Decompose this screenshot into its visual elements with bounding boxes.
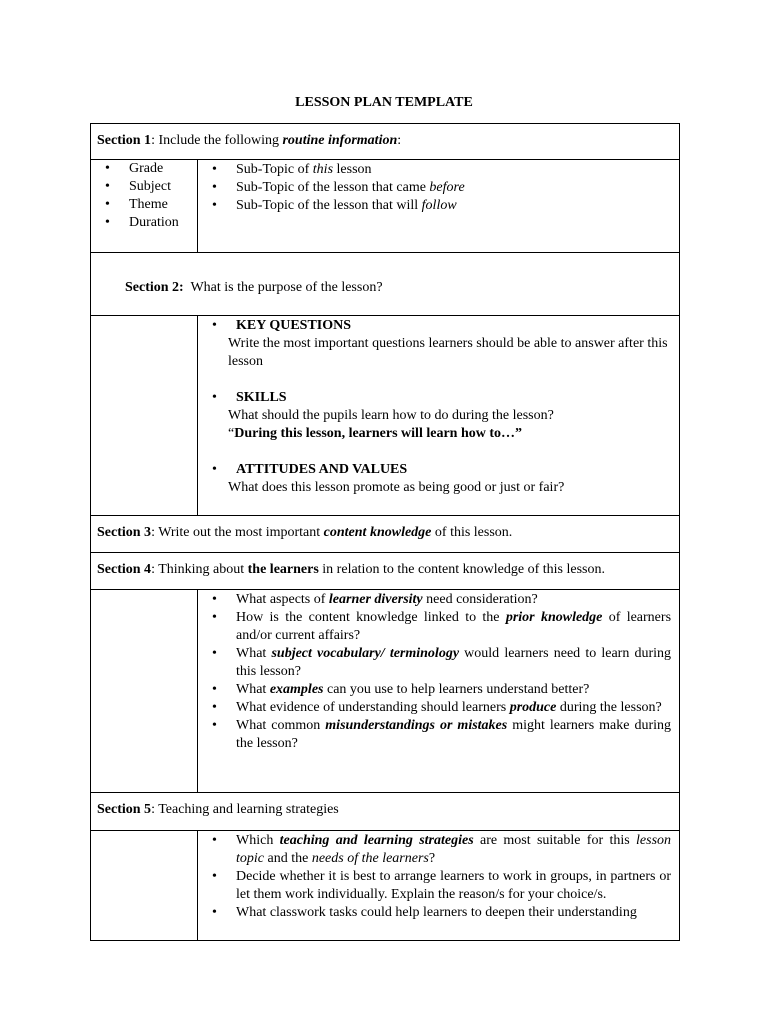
section4-header-row: [91, 553, 680, 590]
list-item: • What common misunderstandings or mistakes might learners make during the lesson?: [198, 717, 671, 753]
attitudes-heading: • ATTITUDES AND VALUES: [198, 461, 671, 479]
section3-header: Section 3: Write out the most important content knowledge of this lesson.: [91, 516, 680, 553]
list-item: • Sub-Topic of the lesson that will follow: [198, 197, 671, 215]
skills-quote: “During this lesson, learners will learn how to…”: [228, 426, 522, 441]
section2-content-row: [91, 316, 680, 516]
list-item: • What aspects of learner diversity need consideration?: [198, 591, 671, 609]
section5-left-cell: [91, 831, 198, 941]
key-questions-heading: • KEY QUESTIONS: [198, 317, 671, 335]
section4-label: Section 4: [97, 562, 152, 577]
list-item: • How is the content knowledge linked to the prior knowledge of learners and/or current affairs?: [198, 609, 671, 645]
list-item: • Grade: [91, 160, 197, 178]
list-item: • What evidence of understanding should learners produce during the lesson?: [198, 699, 671, 717]
section4-right-cell: [198, 590, 680, 793]
list-item: • Subject: [91, 178, 197, 196]
list-item: • Theme: [91, 196, 197, 214]
section1-header-row: [91, 124, 680, 160]
section2-right-cell: [198, 316, 680, 516]
section4-left-cell: [91, 590, 198, 793]
section4-header: Section 4: Thinking about the learners in relation to the content knowledge of this lesson.: [91, 553, 680, 590]
routine-info-list: [91, 160, 197, 232]
section1-right-cell: [198, 160, 680, 253]
list-item: • Sub-Topic of the lesson that came before: [198, 179, 671, 197]
section1-content-row: [91, 160, 680, 253]
section5-content-row: [91, 831, 680, 941]
list-item: • Duration: [91, 214, 197, 232]
section2-header: Section 2: What is the purpose of the lesson?: [91, 253, 680, 316]
key-questions-text: Write the most important questions learners should be able to answer after this lesson: [228, 336, 668, 369]
learners-questions-list: [198, 591, 671, 753]
document-title: LESSON PLAN TEMPLATE: [295, 95, 473, 110]
list-item: • Which teaching and learning strategies are most suitable for this lesson topic and the needs of the learners?: [198, 832, 671, 868]
list-item: • Sub-Topic of this lesson: [198, 161, 671, 179]
list-item: • What subject vocabulary/ terminology would learners need to learn during this lesson?: [198, 645, 671, 681]
section5-header-row: [91, 793, 680, 831]
attitudes-text: What does this lesson promote as being good or just or fair?: [228, 480, 565, 495]
section5-header: Section 5: Teaching and learning strategies: [91, 793, 680, 831]
section2-left-cell: [91, 316, 198, 516]
section5-right-cell: [198, 831, 680, 941]
section1-header: Section 1: Include the following routine information:: [91, 124, 680, 160]
section1-left-cell: [91, 160, 198, 253]
section3-header-row: [91, 516, 680, 553]
section2-header-row: [91, 253, 680, 316]
section2-label: Section 2:: [125, 280, 184, 295]
skills-text: What should the pupils learn how to do during the lesson?: [228, 408, 554, 423]
list-item: • What classwork tasks could help learners to deepen their understanding: [198, 904, 671, 922]
section1-label: Section 1: [97, 133, 152, 148]
strategies-list: [198, 832, 671, 922]
lesson-plan-table: [90, 123, 680, 941]
list-item: • Decide whether it is best to arrange learners to work in groups, in partners or let them work individually. Explain the reason/s for your choice/s.: [198, 868, 671, 904]
section4-content-row: [91, 590, 680, 793]
subtopic-list: [198, 161, 671, 215]
section5-label: Section 5: [97, 802, 152, 817]
skills-heading: • SKILLS: [198, 389, 671, 407]
list-item: • What examples can you use to help learners understand better?: [198, 681, 671, 699]
section3-label: Section 3: [97, 525, 152, 540]
